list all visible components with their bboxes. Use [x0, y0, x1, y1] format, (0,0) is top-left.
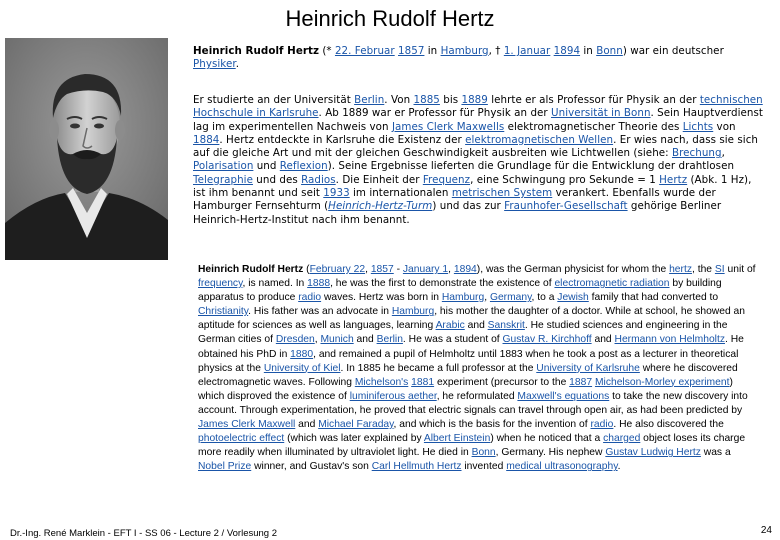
text-run: , to a — [531, 292, 558, 304]
text-run: and — [353, 334, 377, 346]
text-run: invented — [461, 461, 507, 473]
text-run: ) which disproved the existence of — [198, 376, 733, 402]
wiki-link[interactable]: 1894 — [453, 264, 477, 275]
german-intro-paragraph — [193, 45, 765, 72]
wiki-link[interactable]: Michelson-Morley experiment — [594, 376, 730, 388]
text-run: . — [617, 461, 621, 473]
wiki-link[interactable]: Reflexion — [279, 160, 328, 173]
wiki-link[interactable]: Frequenz — [422, 173, 471, 186]
text-run: and — [591, 334, 615, 346]
wiki-link[interactable]: Hamburg — [441, 292, 485, 304]
text-run: was a — [700, 447, 731, 459]
text-run: Er studierte an der Universität — [193, 94, 355, 106]
text-run: . Sein Hauptverdienst lag im experimentellen Nachweis von — [193, 107, 763, 133]
wiki-link[interactable]: 1894 — [553, 45, 581, 57]
text-run: ). Seine Ergebnisse lieferten die Grundlage für die Entwicklung der drahtlosen — [327, 160, 735, 173]
text-run: , is named. In — [242, 278, 308, 290]
text-run: , — [484, 292, 490, 304]
wiki-link[interactable]: hertz — [669, 264, 692, 275]
wiki-link[interactable]: Arabic — [435, 320, 465, 332]
page-title: Heinrich Rudolf Hertz — [285, 6, 495, 31]
wiki-link[interactable]: Lichts — [682, 120, 714, 133]
text-run: , eine Schwingung pro Sekunde = 1 — [470, 173, 660, 186]
wiki-link[interactable]: Physiker — [193, 58, 236, 71]
wiki-link[interactable]: Germany — [489, 292, 532, 304]
wiki-link[interactable]: James Clerk Maxwell — [198, 419, 296, 431]
text-run: , he was the first to demonstrate the existence of — [330, 278, 555, 290]
wiki-link[interactable]: 1857 — [370, 264, 394, 275]
wiki-link[interactable]: 1887 — [569, 376, 593, 388]
wiki-link[interactable]: radio — [298, 292, 322, 304]
wiki-link[interactable]: SI — [714, 264, 725, 275]
text-run: und — [253, 160, 280, 173]
wiki-link[interactable]: Nobel Prize — [198, 461, 252, 473]
text-run: to take the new discovery into account. Through experimentation, he proved that electric signals can travel through open air, as had been predicted by — [198, 390, 748, 416]
wiki-link[interactable]: Fraunhofer-Gesellschaft — [504, 200, 628, 213]
wiki-link[interactable]: February 22 — [309, 264, 366, 275]
text-run: . In 1885 he became a full professor at the — [340, 362, 537, 374]
text-run: ) war ein deutscher — [622, 45, 724, 57]
bold-name: Heinrich Rudolf Hertz — [198, 264, 304, 275]
wiki-link[interactable]: Berlin — [376, 334, 403, 346]
text-run: object loses its charge more readily when illuminated by ultraviolet light. He died in — [198, 433, 746, 459]
text-run: , — [314, 334, 321, 346]
text-run: winner, and Gustav's son — [251, 461, 372, 473]
text-run: experiment (precursor to the — [434, 376, 570, 388]
wiki-link[interactable]: 1885 — [413, 94, 440, 106]
bold-name: Heinrich Rudolf Hertz — [193, 45, 320, 57]
wiki-link[interactable]: 22. Februar — [334, 45, 395, 57]
wiki-link[interactable]: 1889 — [461, 94, 488, 106]
wiki-link[interactable]: Hamburg — [391, 306, 435, 318]
wiki-link[interactable]: 1. Januar — [503, 45, 551, 57]
text-run: ( — [303, 264, 310, 275]
wiki-link[interactable]: Michael Faraday — [318, 419, 394, 431]
wiki-link[interactable]: University of Karlsruhe — [536, 362, 640, 374]
wiki-link[interactable]: Universität in Bonn — [551, 107, 651, 120]
wiki-link[interactable]: 1888 — [307, 278, 331, 290]
text-run: , and which is the basis for the invention of — [393, 419, 591, 431]
text-run: ) when he noticed that a — [490, 433, 604, 445]
wiki-link[interactable]: Munich — [320, 334, 354, 346]
text-run: (Abk. 1 Hz), ist ihm benannt und seit — [193, 173, 752, 200]
wiki-link[interactable]: Hertz — [659, 173, 688, 186]
text-run: . Von — [384, 94, 414, 106]
text-run: . Die Einheit der — [335, 173, 423, 186]
text-run: waves. Hertz was born in — [321, 292, 442, 304]
wiki-link[interactable]: Dresden — [275, 334, 315, 346]
wiki-link[interactable]: Brechung — [672, 147, 722, 160]
text-run: ) und das zur — [432, 200, 505, 213]
wiki-link[interactable]: charged — [603, 433, 641, 445]
wiki-link[interactable]: Michelson's — [354, 376, 409, 388]
text-run: , Germany. His nephew — [495, 447, 606, 459]
text-run: unit of — [724, 264, 756, 275]
text-run: by building apparatus to produce — [198, 278, 722, 304]
text-run: und des — [252, 173, 302, 186]
text-run: . Er wies nach, dass sie sich auf die gleiche Art und mit der gleichen Geschwindigkeit ausbreiten wie Lichtwellen (siehe: — [193, 133, 759, 160]
text-run: . He also discovered the — [613, 419, 724, 431]
text-run: von — [713, 120, 736, 133]
german-biography-paragraph — [193, 94, 765, 227]
text-run: (* — [319, 45, 335, 57]
wiki-link[interactable]: Maxwell's equations — [517, 390, 610, 402]
wiki-link[interactable]: University of Kiel — [263, 362, 341, 374]
wiki-link[interactable]: Albert Einstein — [423, 433, 491, 445]
text-run: . His father was an advocate in — [248, 306, 392, 318]
wiki-link[interactable]: metrischen System — [451, 187, 553, 200]
slide-footer: Dr.-Ing. René Marklein - EFT I - SS 06 - Lecture 2 / Vorlesung 2 — [10, 528, 277, 539]
text-run: , † — [488, 45, 504, 57]
wiki-link[interactable]: 1857 — [398, 45, 425, 57]
wiki-link[interactable]: Radios — [301, 173, 336, 186]
text-run: in — [580, 45, 597, 57]
wiki-link[interactable]: technischen Hochschule in Karlsruhe — [193, 94, 763, 120]
text-run: , — [448, 264, 454, 275]
text-run: . Hertz entdeckte in Karlsruhe die Existenz der — [219, 133, 466, 146]
text-run: (which was later explained by — [284, 433, 424, 445]
page-number: 24 — [760, 525, 772, 536]
wiki-link[interactable]: Berlin — [354, 94, 385, 106]
text-run: and — [295, 419, 319, 431]
wiki-link[interactable]: Sanskrit — [487, 320, 525, 332]
wiki-link[interactable]: Gustav R. Kirchhoff — [502, 334, 592, 346]
text-run: . He was a student of — [402, 334, 503, 346]
wiki-link[interactable]: Christianity — [198, 306, 249, 318]
text-run: , his mother the daughter of a doctor. While at school, he showed an aptitude for sciences as well as languages, learning — [198, 306, 746, 332]
wiki-link[interactable]: photoelectric effect — [198, 433, 285, 445]
text-run: , he reformulated — [436, 390, 518, 402]
wiki-link[interactable]: Carl Hellmuth Hertz — [371, 461, 462, 473]
wiki-link[interactable]: James Clerk Maxwells — [391, 120, 505, 133]
wiki-link[interactable]: frequency — [198, 278, 243, 290]
text-run: , — [721, 147, 725, 160]
text-run: , the — [691, 264, 715, 275]
text-run: . — [235, 58, 240, 71]
text-run: bis — [439, 94, 462, 106]
wiki-link[interactable]: radio — [590, 419, 614, 431]
text-run: . He studied sciences and engineering in the German cities of — [198, 320, 728, 346]
wiki-link[interactable]: electromagnetic radiation — [554, 278, 670, 290]
wiki-link[interactable]: elektromagnetischen Wellen — [465, 133, 614, 146]
wiki-link[interactable]: 1933 — [323, 187, 350, 200]
wiki-link[interactable]: Bonn — [471, 447, 496, 459]
text-run: verankert. Ebenfalls wurde der Hamburger Fernsehturm ( — [193, 187, 716, 213]
text-run: and — [464, 320, 488, 332]
wiki-link[interactable]: Polarisation — [193, 160, 254, 173]
wiki-link[interactable]: Telegraphie — [193, 173, 253, 186]
english-biography-paragraph — [198, 263, 758, 474]
text-run: , and remained a pupil of Helmholtz until 1883 when he took a post as a lecturer in theoretical physics at the — [198, 348, 739, 374]
wiki-link[interactable]: 1884 — [193, 133, 220, 146]
wiki-link[interactable]: 1881 — [411, 376, 435, 388]
text-run: where he discovered electromagnetic waves. Following — [198, 362, 738, 388]
wiki-link[interactable]: Jewish — [557, 292, 589, 304]
wiki-link[interactable]: luminiferous aether — [349, 390, 437, 402]
text-run: ), was the German physicist for whom the — [476, 264, 670, 275]
wiki-link[interactable]: Gustav Ludwig Hertz — [605, 447, 701, 459]
wiki-link[interactable]: Bonn — [596, 45, 623, 57]
wiki-link[interactable]: Hamburg — [440, 45, 489, 57]
text-run: im internationalen — [349, 187, 452, 200]
text-run: - — [393, 264, 403, 275]
wiki-link[interactable]: Heinrich-Hertz-Turm — [328, 200, 433, 213]
portrait-image — [5, 38, 168, 260]
text-run: family that had converted to — [588, 292, 719, 304]
wiki-link[interactable]: January 1 — [402, 264, 449, 275]
wiki-link[interactable]: medical ultrasonography — [506, 461, 618, 473]
wiki-link[interactable]: Hermann von Helmholtz — [614, 334, 725, 346]
text-run: in — [424, 45, 441, 57]
portrait-drawing — [5, 38, 168, 260]
text-run: lehrte er als Professor für Physik an der — [487, 94, 700, 106]
wiki-link[interactable]: 1880 — [290, 348, 314, 360]
text-run: elektromagnetischer Theorie des — [504, 120, 683, 133]
text-run: . He obtained his PhD in — [198, 334, 744, 360]
text-run: . Ab 1889 war er Professor für Physik an der — [318, 107, 552, 120]
text-run: gehörige Berliner Heinrich-Hertz-Institut nach ihm benannt. — [193, 200, 722, 226]
text-run: , — [365, 264, 371, 275]
